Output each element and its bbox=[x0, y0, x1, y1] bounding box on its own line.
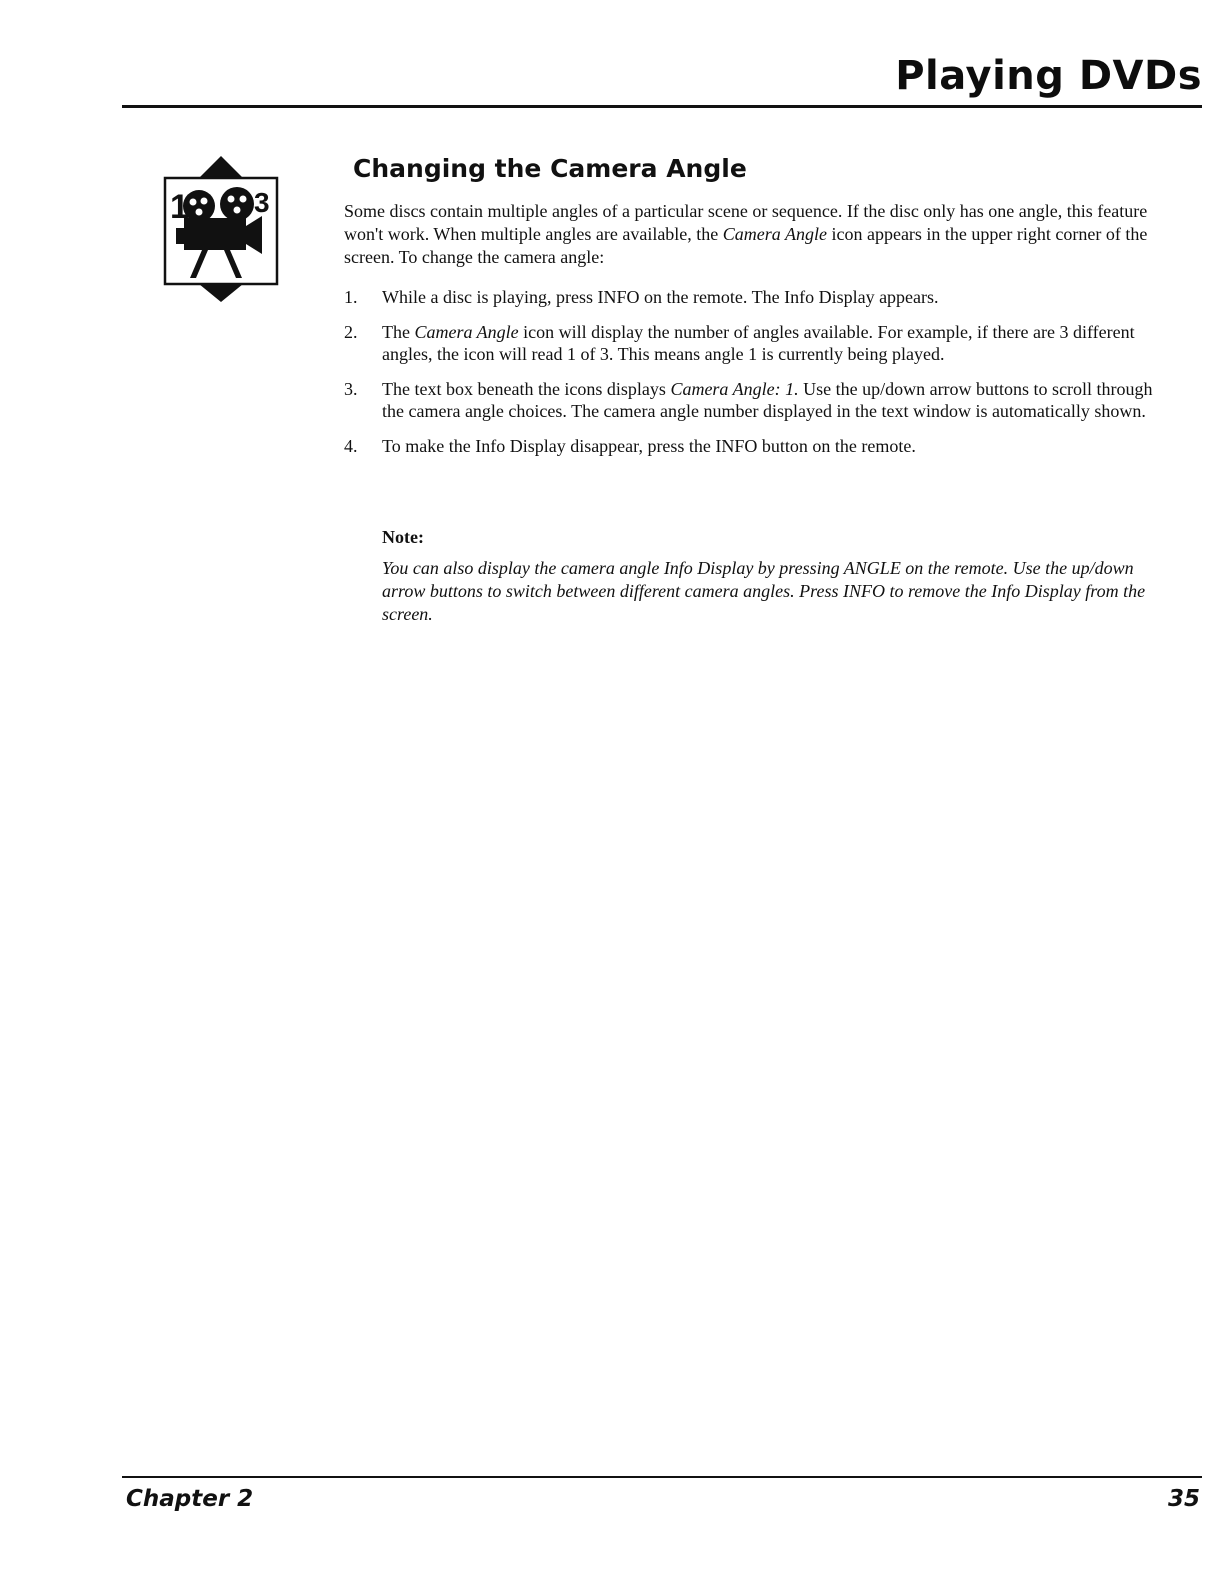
down-arrow-icon bbox=[199, 284, 243, 302]
note-block bbox=[382, 526, 1172, 626]
header-divider bbox=[122, 105, 1202, 108]
step-item bbox=[344, 321, 1174, 365]
camera-angle-icon bbox=[162, 154, 280, 304]
first-angle-number: 1 bbox=[170, 188, 189, 226]
step-item bbox=[344, 286, 1174, 308]
step-text: The text box beneath the icons displays Camera Angle: 1. Use the up/down arrow buttons to scroll through the camera angle choices. The camera angle number displayed in the text window is automatically shown. bbox=[382, 379, 1153, 421]
step-text: The Camera Angle icon will display the number of angles available. For example, if there are 3 different angles, the icon will read 1 of 3. This means angle 1 is currently being played. bbox=[382, 322, 1135, 364]
last-angle-number: 3 bbox=[254, 187, 270, 218]
steps-list bbox=[344, 286, 1174, 470]
step-number: 1. bbox=[344, 287, 358, 307]
step-number: 3. bbox=[344, 379, 358, 399]
page-header-title: Playing DVDs bbox=[895, 53, 1202, 99]
section-heading: Changing the Camera Angle bbox=[353, 154, 747, 183]
up-arrow-icon bbox=[199, 156, 243, 178]
step-item bbox=[344, 378, 1174, 422]
film-reel-right bbox=[220, 187, 254, 221]
step-item bbox=[344, 435, 1174, 457]
footer-chapter: Chapter 2 bbox=[126, 1486, 254, 1512]
step-number: 2. bbox=[344, 322, 358, 342]
note-label: Note: bbox=[382, 527, 424, 547]
camera-body bbox=[184, 218, 246, 250]
intro-paragraph: Some discs contain multiple angles of a particular scene or sequence. If the disc only has one angle, this feature won't work. When multiple angles are available, the Camera Angle icon appears in the upper right corner of the screen. To change the camera angle: bbox=[344, 201, 1148, 267]
step-number: 4. bbox=[344, 436, 358, 456]
note-text: You can also display the camera angle Info Display by pressing ANGLE on the remote. Use the up/down arrow buttons to switch between different camera angles. Press INFO to remove the Info Display from the screen. bbox=[382, 558, 1146, 624]
step-text: To make the Info Display disappear, press the INFO button on the remote. bbox=[382, 436, 916, 456]
page-number: 35 bbox=[1167, 1486, 1200, 1512]
footer-divider bbox=[122, 1476, 1202, 1478]
step-text: While a disc is playing, press INFO on the remote. The Info Display appears. bbox=[382, 287, 939, 307]
